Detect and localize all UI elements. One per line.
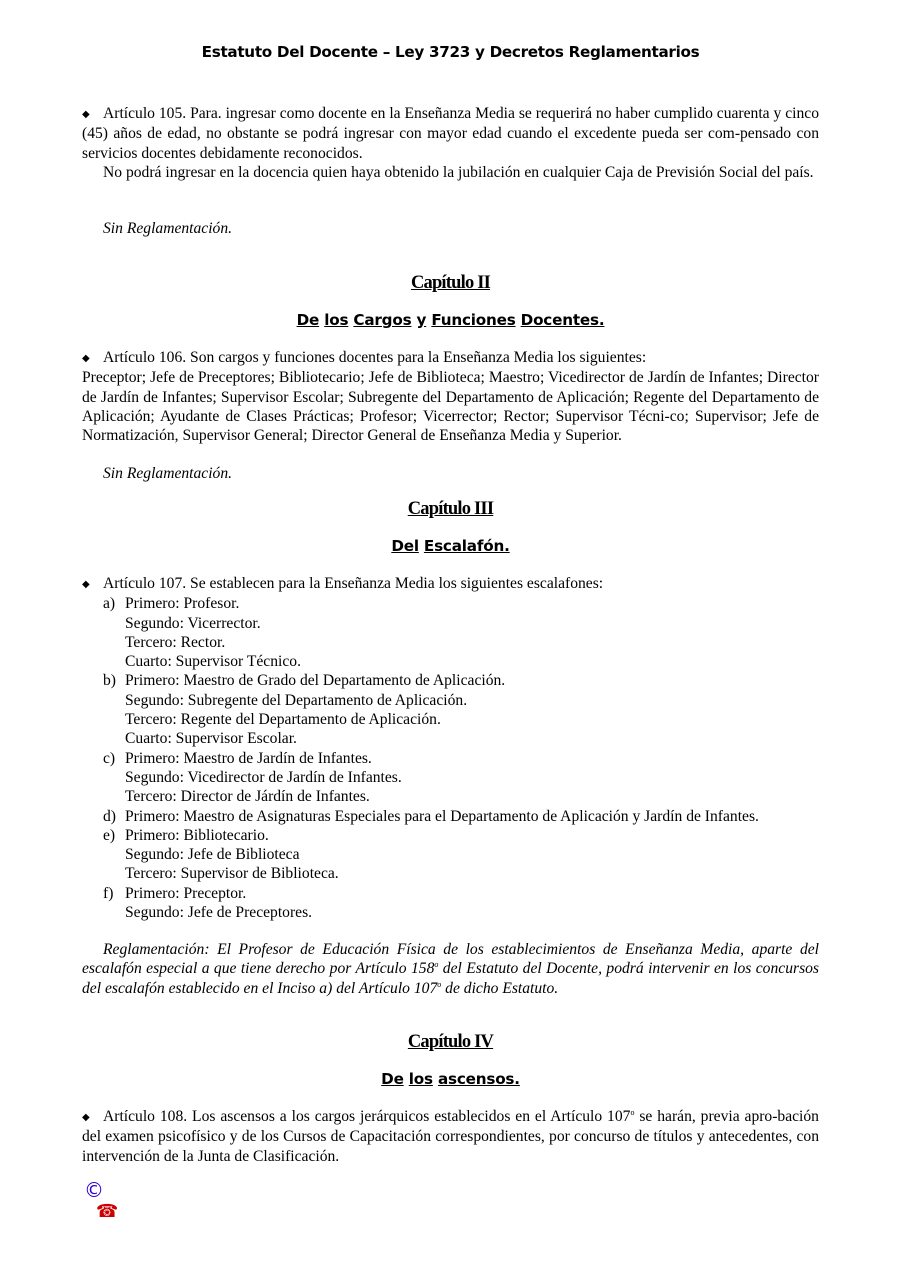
article-108: ◆ Artículo 108. Los ascensos a los cargos jerárquicos establecidos en el Artículo 107$^o$ se harán, previa apro-bación del examen psicofísico y de los Cursos de Capacitación correspondientes, por concurso de títulos y antecedentes, con intervención de la Junta de Clasificación. xyxy=(82,1108,819,1165)
reglamentacion-107: Reglamentación: El Profesor de Educación Física de los establecimientos de Enseñanza Media, aparte del escalafón especial a que tiene derecho por Artículo 158$^o$ del Estatuto del Docente, podrá intervenir en los concursos del escalafón establecido en el Inciso a) del Artículo 107$^o$ de dicho Estatuto. xyxy=(82,941,819,997)
list-item: d) Primero: Maestro de Asignaturas Especiales para el Departamento de Aplicación y Jardín de Infantes. xyxy=(103,807,759,825)
phone-icon: ☎ xyxy=(96,1201,119,1222)
list-item: b) Primero: Maestro de Grado del Departamento de Aplicación. Segundo: Subregente del Departamento de Aplicación. Tercero: Regente del Departamento de Aplicación. Cuarto: Supervisor Escolar. xyxy=(103,672,506,748)
article-106 xyxy=(82,348,819,445)
list-item: c) Primero: Maestro de Jardín de Infantes. Segundo: Vicedirector de Jardín de Infantes. Tercero: Director de Járdín de Infantes. xyxy=(103,749,402,806)
copyright-icon: © xyxy=(84,1178,104,1202)
chapter-3-subtitle: Del Escalafón. xyxy=(391,537,510,555)
chapter-2-title: Capítulo II xyxy=(410,273,491,293)
list-item: a) Primero: Profesor. Segundo: Vicerrector. Tercero: Rector. Cuarto: Supervisor Técnico. xyxy=(103,595,301,671)
bullet-icon: ◆ xyxy=(82,353,90,364)
chapter-2-subtitle: De los Cargos y Funciones Docentes. xyxy=(296,311,605,329)
article-107 xyxy=(82,574,819,922)
sin-reglamentacion-105: Sin Reglamentación. xyxy=(103,220,233,237)
bullet-icon: ◆ xyxy=(82,579,90,590)
chapter-4-title: Capítulo IV xyxy=(407,1032,494,1052)
bullet-icon: ◆ xyxy=(82,109,90,120)
article-105-p1: Artículo 105. Para. ingresar como docente en la Enseñanza Media se requerirá no haber cumplido cuarenta y cinco (45) años de edad, no obstante se podrá ingresar con mayor edad cuando el excedente pueda ser com-pensado con servicios docentes debidamente reconocidos. xyxy=(82,105,819,162)
article-105-p2: No podrá ingresar en la docencia quien haya obtenido la jubilación en cualquier Caja de Previsión Social del país. xyxy=(103,163,814,181)
list-item: e) Primero: Bibliotecario. Segundo: Jefe de Biblioteca Tercero: Supervisor de Biblioteca. xyxy=(103,826,339,883)
article-105 xyxy=(82,104,819,182)
chapter-4-subtitle: De los ascensos. xyxy=(381,1070,520,1088)
sin-reglamentacion-106: Sin Reglamentación. xyxy=(103,465,233,482)
document-header: Estatuto Del Docente – Ley 3723 y Decretos Reglamentarios xyxy=(201,43,700,61)
chapter-3-title: Capítulo III xyxy=(407,499,494,519)
escalafones-list xyxy=(82,594,819,922)
article-107-intro: Artículo 107. Se establecen para la Enseñanza Media los siguientes escalafones: xyxy=(103,575,604,592)
article-106-intro: Artículo 106. Son cargos y funciones docentes para la Enseñanza Media los siguientes: xyxy=(103,349,647,366)
list-item: f) Primero: Preceptor. Segundo: Jefe de Preceptores. xyxy=(103,884,313,922)
article-106-body: Preceptor; Jefe de Preceptores; Bibliotecario; Jefe de Biblioteca; Maestro; Vicedirector de Jardín de Infantes; Director de Jardín de Infantes; Supervisor Escolar; Subregente del Departamento de Aplicación; Regente del Departamento de Aplicación; Ayudante de Clases Prácticas; Profesor; Vicerrector; Rector; Supervisor Técni-co; Supervisor; Jefe de Normatización, Supervisor General; Director General de Enseñanza Media y Superior. xyxy=(82,369,819,445)
bullet-icon: ◆ xyxy=(82,1112,90,1123)
